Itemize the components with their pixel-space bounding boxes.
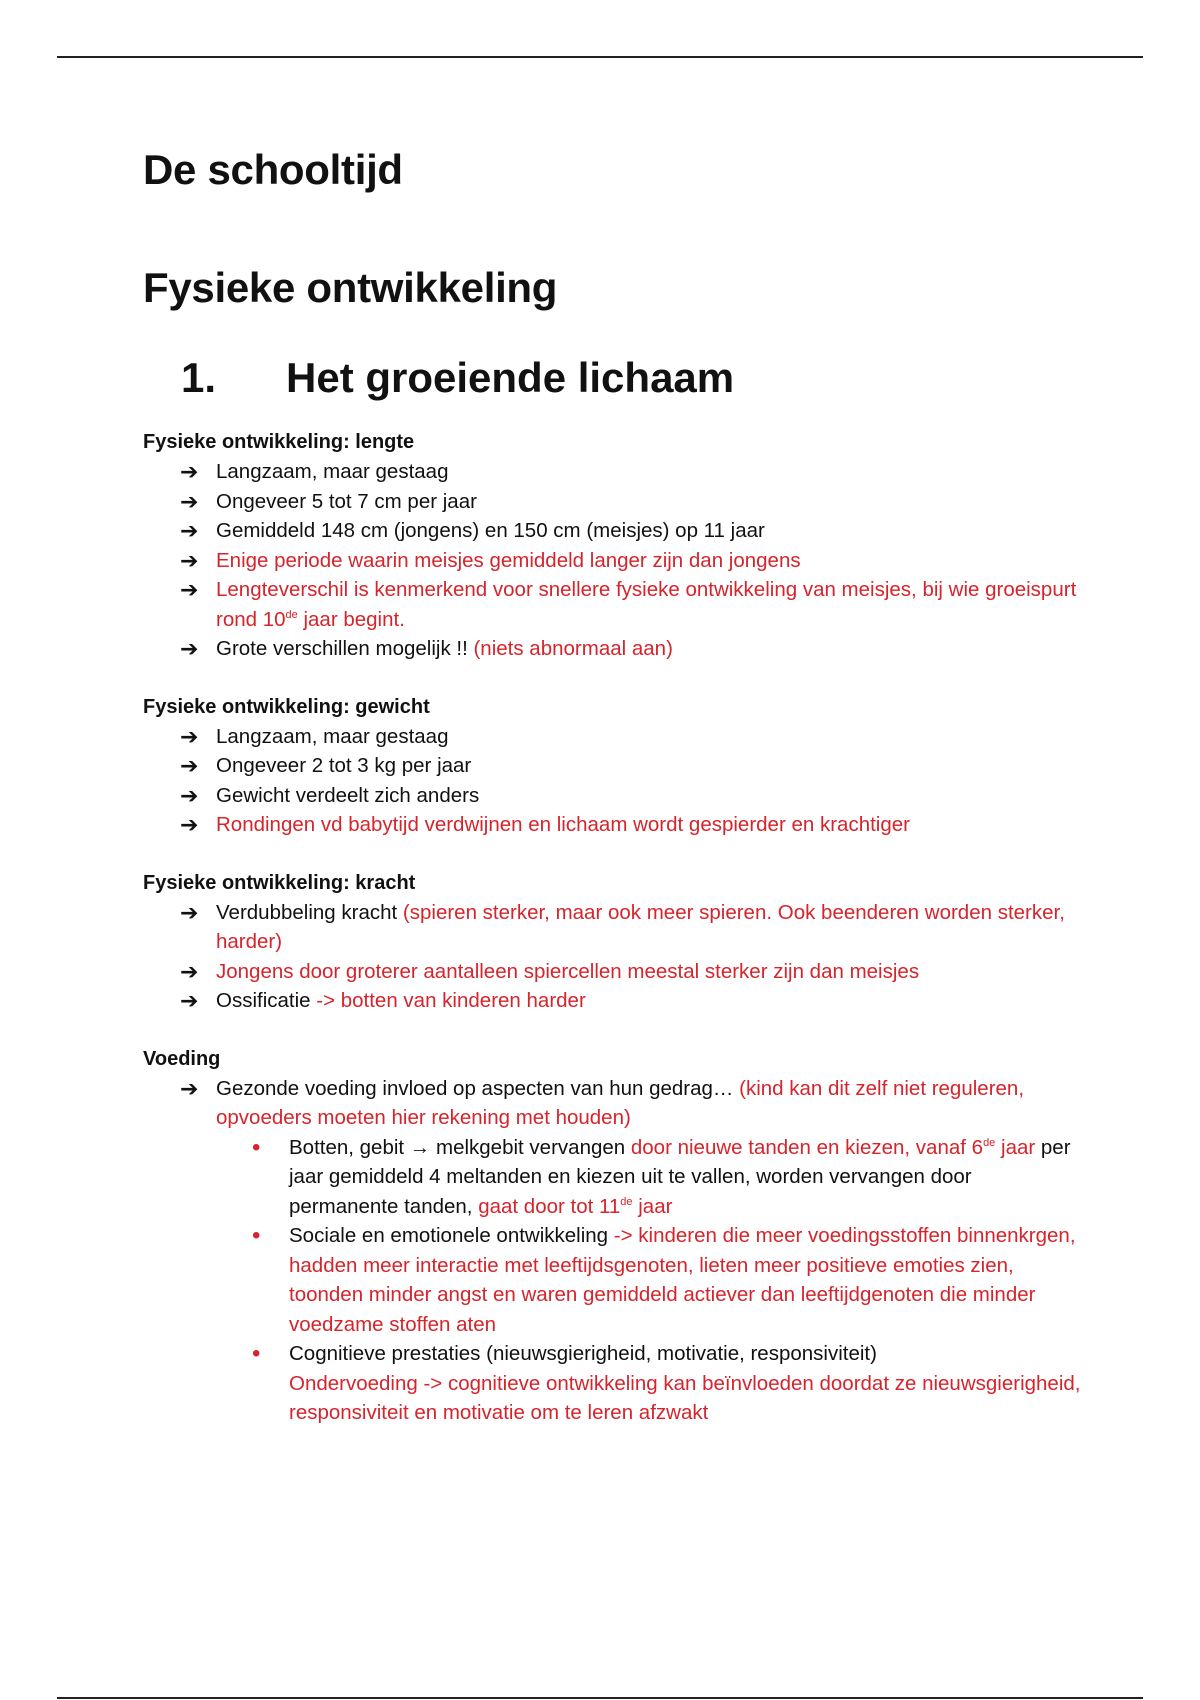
superscript: de bbox=[983, 1136, 996, 1149]
arrow-right-icon: ➔ bbox=[180, 518, 199, 543]
section-lengte bbox=[143, 428, 1083, 664]
list-item bbox=[143, 986, 1083, 1016]
text-part: -> kinderen die meer voedingsstoffen binnenkrgen, hadden meer interactie met leeftijdsgenoten, lieten meer positieve emoties zien, toonden minder angst en waren gemiddeld actiever dan leeftijdgenoten die minder voedzame stoffen aten bbox=[289, 1224, 1076, 1336]
text-part: door nieuwe tanden en kiezen, vanaf 6 bbox=[630, 1135, 984, 1159]
arrow-right-icon: ➔ bbox=[180, 988, 199, 1013]
bullet-dot-icon: • bbox=[252, 1340, 261, 1367]
list-item bbox=[143, 957, 1083, 987]
arrow-right-icon: ➔ bbox=[180, 958, 199, 984]
list-item bbox=[143, 516, 1083, 546]
text-part: gaat door tot 11 bbox=[478, 1194, 621, 1218]
list-item-text: Enige periode waarin meisjes gemiddeld langer zijn dan jongens bbox=[216, 548, 801, 572]
bullet-list bbox=[143, 1074, 1083, 1428]
section-kracht bbox=[143, 869, 1083, 1016]
list-item bbox=[143, 898, 1083, 957]
list-item-note: (spieren sterker, maar ook meer spieren. Ook beenderen worden sterker, harder) bbox=[216, 900, 1065, 953]
sub-list-item bbox=[216, 1221, 1083, 1339]
list-item bbox=[143, 457, 1083, 487]
list-item-text: Ongeveer 5 tot 7 cm per jaar bbox=[216, 489, 477, 513]
text-part: jaar bbox=[995, 1135, 1036, 1159]
sub-list-item bbox=[216, 1133, 1083, 1222]
document-page bbox=[143, 140, 1083, 1457]
list-item-text bbox=[216, 578, 1076, 631]
text-part: jaar bbox=[632, 1194, 673, 1218]
arrow-right-icon: ➔ bbox=[180, 812, 199, 837]
list-item bbox=[143, 1074, 1083, 1428]
text-part: Cognitieve prestaties (nieuwsgierigheid, motivatie, responsiviteit) bbox=[289, 1342, 877, 1365]
arrow-right-icon: ➔ bbox=[180, 899, 199, 925]
list-item-text: Langzaam, maar gestaag bbox=[216, 724, 449, 748]
heading-number: 1. bbox=[181, 354, 217, 401]
bullet-dot-icon: • bbox=[252, 1222, 261, 1249]
section-heading: Fysieke ontwikkeling: kracht bbox=[143, 871, 416, 894]
arrow-right-icon: ➔ bbox=[180, 488, 199, 514]
footer-rule bbox=[57, 1697, 1143, 1699]
list-item-note: (niets abnormaal aan) bbox=[473, 637, 673, 660]
heading-text: Het groeiende lichaam bbox=[286, 354, 735, 401]
arrow-right-icon: ➔ bbox=[180, 782, 199, 808]
list-item bbox=[143, 751, 1083, 781]
bullet-list bbox=[143, 722, 1083, 840]
arrow-right-icon: ➔ bbox=[180, 723, 199, 749]
section-heading: Fysieke ontwikkeling: lengte bbox=[143, 431, 415, 453]
list-item bbox=[143, 781, 1083, 811]
list-item bbox=[143, 634, 1083, 664]
list-item-text: Ongeveer 2 tot 3 kg per jaar bbox=[216, 754, 472, 777]
superscript: de bbox=[285, 608, 298, 621]
list-item bbox=[143, 487, 1083, 517]
text-part: Lengteverschil is kenmerkend voor snellere fysieke ontwikkeling van meisjes, bij wie groeispurt rond 10 bbox=[216, 578, 1077, 631]
arrow-right-icon: ➔ bbox=[180, 577, 199, 602]
list-item bbox=[143, 722, 1083, 752]
section-voeding bbox=[143, 1045, 1083, 1428]
sub-bullet-list bbox=[216, 1133, 1083, 1428]
arrow-right-icon: ➔ bbox=[180, 753, 199, 778]
superscript: de bbox=[620, 1195, 633, 1208]
list-item-text: Rondingen vd babytijd verdwijnen en lichaam wordt gespierder en krachtiger bbox=[216, 813, 910, 836]
section-heading: Fysieke ontwikkeling: gewicht bbox=[143, 695, 430, 718]
text-part: jaar begint. bbox=[297, 607, 405, 631]
bullet-dot-icon: • bbox=[252, 1133, 261, 1161]
document-title: De schooltijd bbox=[143, 146, 403, 193]
sub-list-item bbox=[216, 1339, 1083, 1428]
list-item-note: -> botten van kinderen harder bbox=[316, 989, 586, 1012]
list-item-note: (kind kan dit zelf niet reguleren, opvoeders moeten hier rekening met houden) bbox=[216, 1076, 1025, 1129]
text-part: Sociale en emotionele ontwikkeling bbox=[289, 1224, 614, 1247]
list-item-text: Jongens door groterer aantalleen spiercellen meestal sterker zijn dan meisjes bbox=[216, 959, 920, 983]
text-part: Ondervoeding -> cognitieve ontwikkeling kan beïnvloeden doordat ze nieuwsgierigheid, responsiviteit en motivatie om te leren afzwakt bbox=[289, 1371, 1081, 1424]
section-gewicht bbox=[143, 693, 1083, 840]
list-item-text: Langzaam, maar gestaag bbox=[216, 460, 449, 483]
header-rule bbox=[57, 56, 1143, 58]
bullet-list bbox=[143, 457, 1083, 664]
arrow-right-icon: ➔ bbox=[180, 547, 199, 573]
arrow-right-icon: ➔ bbox=[180, 459, 199, 484]
list-item-text: Gewicht verdeelt zich anders bbox=[216, 783, 480, 807]
list-item-text: Gemiddeld 148 cm (jongens) en 150 cm (meisjes) op 11 jaar bbox=[216, 519, 765, 542]
text-part: per jaar gemiddeld 4 meltanden en kiezen uit te vallen, worden vervangen door permanente tanden, bbox=[289, 1135, 1071, 1218]
section-title: Fysieke ontwikkeling bbox=[143, 264, 558, 311]
list-item-text: Ossificatie bbox=[216, 989, 317, 1012]
section-heading: Voeding bbox=[143, 1047, 221, 1070]
arrow-right-icon: ➔ bbox=[180, 636, 199, 661]
list-item bbox=[143, 546, 1083, 576]
list-item bbox=[143, 810, 1083, 840]
arrow-right-icon: ➔ bbox=[180, 1075, 199, 1101]
list-item-text: Grote verschillen mogelijk !! bbox=[216, 637, 474, 660]
list-item bbox=[143, 575, 1083, 634]
list-item-text: Gezonde voeding invloed op aspecten van hun gedrag… bbox=[216, 1076, 740, 1100]
numbered-heading bbox=[181, 348, 1083, 408]
bullet-list bbox=[143, 898, 1083, 1016]
list-item-text: Verdubbeling kracht bbox=[216, 900, 403, 924]
text-part: Botten, gebit → melkgebit vervangen bbox=[289, 1135, 631, 1159]
